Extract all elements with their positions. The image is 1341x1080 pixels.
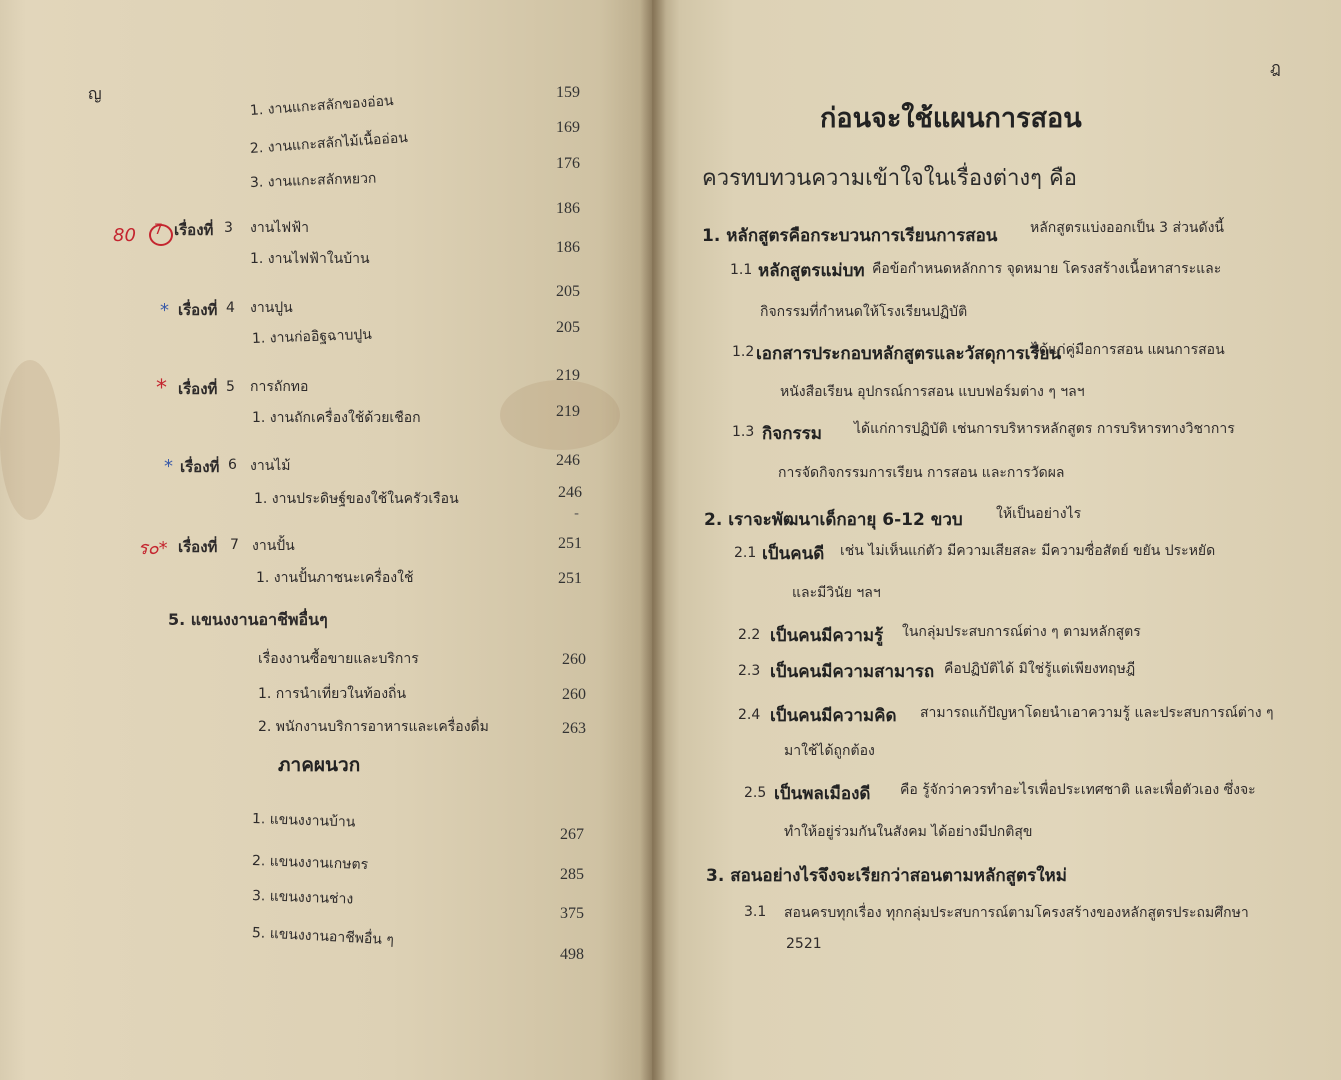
item-continuation: ทำให้อยู่ร่วมกันในสังคม ได้อย่างมีปกติสุข: [784, 824, 1033, 840]
toc-entry-label: 5. แขนงงานอาชีพอื่น ๆ: [251, 925, 395, 949]
toc-entry-page: 169: [556, 119, 580, 136]
section-heading-text: ให้เป็นอย่างไร: [996, 506, 1082, 522]
item-text: ในกลุ่มประสบการณ์ต่าง ๆ ตามหลักสูตร: [902, 624, 1141, 640]
lesson-number: 5: [226, 379, 235, 395]
item-number: 1.3: [732, 424, 755, 440]
toc-entry-page: 260: [562, 651, 586, 668]
toc-entry-label: 2. แขนงงานเกษตร: [251, 853, 369, 874]
item-bold: หลักสูตรแม่บท: [758, 261, 865, 281]
item-text: คือปฏิบัติได้ มิใช่รู้แต่เพียงทฤษฎี: [944, 661, 1136, 677]
item-number: 2.1: [734, 545, 757, 561]
item-text: สามารถแก้ปัญหาโดยนำเอาความรู้ และประสบการณ์ต่าง ๆ: [920, 705, 1274, 721]
toc-entry-label: 2. งานแกะสลักไม้เนื้ออ่อน: [249, 129, 409, 157]
toc-entry-page: 159: [556, 84, 580, 101]
toc-entry-label: 1. งานแกะสลักของอ่อน: [249, 92, 395, 119]
item-continuation: หนังสือเรียน อุปกรณ์การสอน แบบฟอร์มต่าง ๆ ฯลฯ: [780, 384, 1085, 400]
section-heading: 5. แขนงงานอาชีพอื่นๆ: [168, 610, 328, 629]
item-number: 2.3: [738, 663, 761, 679]
toc-entry-page: 246: [558, 484, 582, 501]
item-bold: เป็นคนดี: [762, 544, 825, 564]
toc-entry-page: 219: [556, 367, 580, 384]
lesson-title: งานปูน: [250, 300, 293, 316]
toc-entry-label: 1. งานไฟฟ้าในบ้าน: [250, 251, 370, 267]
lesson-title: งานไม้: [250, 458, 291, 474]
item-number: 1.2: [732, 344, 755, 360]
toc-entry-label: 3. แขนงงานช่าง: [251, 888, 354, 908]
section-heading-text: หลักสูตรแบ่งออกเป็น 3 ส่วนดังนี้: [1030, 220, 1225, 236]
lesson-number: 4: [226, 300, 235, 316]
toc-entry-page: 498: [560, 946, 584, 963]
toc-entry-label: 1. งานถักเครื่องใช้ด้วยเชือก: [252, 410, 421, 426]
toc-entry-label: 2. พนักงานบริการอาหารและเครื่องดื่ม: [258, 719, 489, 735]
item-number: 2.2: [738, 627, 761, 643]
item-continuation: การจัดกิจกรรมการเรียน การสอน และการวัดผล: [778, 465, 1065, 481]
toc-entry-page: 285: [560, 866, 584, 883]
item-continuation: มาใช้ได้ถูกต้อง: [784, 743, 875, 759]
toc-entry-page: 186: [556, 239, 580, 256]
lesson-prefix: เรื่องที่: [174, 221, 214, 239]
toc-entry-page: 176: [556, 155, 580, 172]
item-number: 3.1: [744, 904, 767, 920]
toc-entry-label: 3. งานแกะสลักหยวก: [249, 170, 377, 191]
item-continuation: 2521: [786, 936, 822, 952]
item-text: สอนครบทุกเรื่อง ทุกกลุ่มประสบการณ์ตามโครงสร้างของหลักสูตรประถมศึกษา: [784, 905, 1249, 921]
page-subtitle: ควรทบทวนความเข้าใจในเรื่องต่างๆ คือ: [702, 166, 1077, 191]
item-bold: เอกสารประกอบหลักสูตรและวัสดุการเรียน: [756, 344, 1062, 364]
item-continuation: และมีวินัย ฯลฯ: [792, 585, 881, 601]
handwritten-mark: *: [156, 376, 167, 401]
toc-entry-page: 246: [556, 452, 580, 469]
appendix-heading: ภาคผนวก: [278, 754, 361, 776]
lesson-prefix: เรื่องที่: [178, 380, 218, 398]
right-page: [652, 0, 1341, 1080]
lesson-title: การถักทอ: [250, 379, 309, 395]
handwritten-mark: 7: [154, 222, 163, 238]
item-continuation: กิจกรรมที่กำหนดให้โรงเรียนปฏิบัติ: [760, 304, 968, 320]
toc-entry-page: 267: [560, 826, 584, 843]
toc-entry-page: 205: [556, 283, 580, 300]
item-text: ได้แก่คู่มือการสอน แผนการสอน: [1032, 342, 1225, 358]
handwritten-mark: ร๐*: [138, 538, 168, 559]
lesson-title: งานไฟฟ้า: [250, 220, 309, 236]
lesson-title: งานปั้น: [252, 538, 295, 554]
toc-entry-page: 186: [556, 200, 580, 217]
item-bold: เป็นพลเมืองดี: [774, 784, 871, 804]
handwritten-mark: *: [164, 456, 173, 477]
item-bold: เป็นคนมีความรู้: [770, 626, 884, 646]
lesson-number: 6: [228, 457, 237, 473]
toc-entry-label: เรื่องงานซื้อขายและบริการ: [258, 651, 419, 667]
toc-entry-page: 251: [558, 570, 582, 587]
toc-entry-page: 219: [556, 403, 580, 420]
item-bold: กิจกรรม: [762, 424, 823, 444]
section-heading-1: 1. หลักสูตรคือกระบวนการเรียนการสอน: [702, 226, 998, 246]
toc-entry-page: 375: [560, 905, 584, 922]
lesson-prefix: เรื่องที่: [178, 538, 218, 556]
item-text: ได้แก่การปฏิบัติ เช่นการบริหารหลักสูตร การบริหารทางวิชาการ: [854, 421, 1235, 437]
lesson-number: 3: [224, 220, 233, 236]
toc-entry-label: 1. การนำเที่ยวในท้องถิ่น: [258, 686, 407, 702]
item-bold: เป็นคนมีความสามารถ: [770, 662, 935, 682]
item-bold: เป็นคนมีความคิด: [770, 706, 897, 726]
book-spine: [640, 0, 666, 1080]
lesson-number: 7: [230, 537, 239, 553]
item-text: คือข้อกำหนดหลักการ จุดหมาย โครงสร้างเนื้อหาสาระและ: [872, 261, 1222, 277]
page-marker: ฎ: [1270, 58, 1281, 77]
toc-entry-label: 1. งานก่ออิฐฉาบปูน: [251, 326, 373, 347]
item-text: เช่น ไม่เห็นแก่ตัว มีความเสียสละ มีความซื่อสัตย์ ขยัน ประหยัด: [840, 543, 1216, 559]
section-heading-2: 2. เราจะพัฒนาเด็กอายุ 6-12 ขวบ: [704, 510, 963, 530]
left-page: [0, 0, 652, 1080]
toc-entry-page: 263: [562, 720, 586, 737]
toc-entry-label: 1. แขนงงานบ้าน: [251, 811, 356, 831]
page-title: ก่อนจะใช้แผนการสอน: [820, 103, 1082, 134]
item-text: คือ รู้จักว่าควรทำอะไรเพื่อประเทศชาติ และเพื่อตัวเอง ซึ่งจะ: [900, 782, 1256, 798]
toc-entry-page: 205: [556, 319, 580, 336]
lesson-prefix: เรื่องที่: [180, 458, 220, 476]
toc-entry-page: 251: [558, 535, 582, 552]
item-number: 2.4: [738, 707, 761, 723]
handwritten-mark: *: [160, 300, 169, 321]
page-marker: ญ: [88, 84, 102, 103]
item-number: 1.1: [730, 262, 753, 278]
dash-mark: -: [574, 506, 580, 522]
toc-entry-label: 1. งานประดิษฐ์ของใช้ในครัวเรือน: [254, 491, 459, 507]
item-number: 2.5: [744, 785, 767, 801]
section-heading-3: 3. สอนอย่างไรจึงจะเรียกว่าสอนตามหลักสูตรใหม่: [706, 866, 1067, 886]
toc-entry-page: 260: [562, 686, 586, 703]
lesson-prefix: เรื่องที่: [178, 301, 218, 319]
paper-stain: [0, 360, 60, 520]
handwritten-mark: 80: [113, 225, 136, 246]
toc-entry-label: 1. งานปั้นภาชนะเครื่องใช้: [256, 570, 414, 586]
